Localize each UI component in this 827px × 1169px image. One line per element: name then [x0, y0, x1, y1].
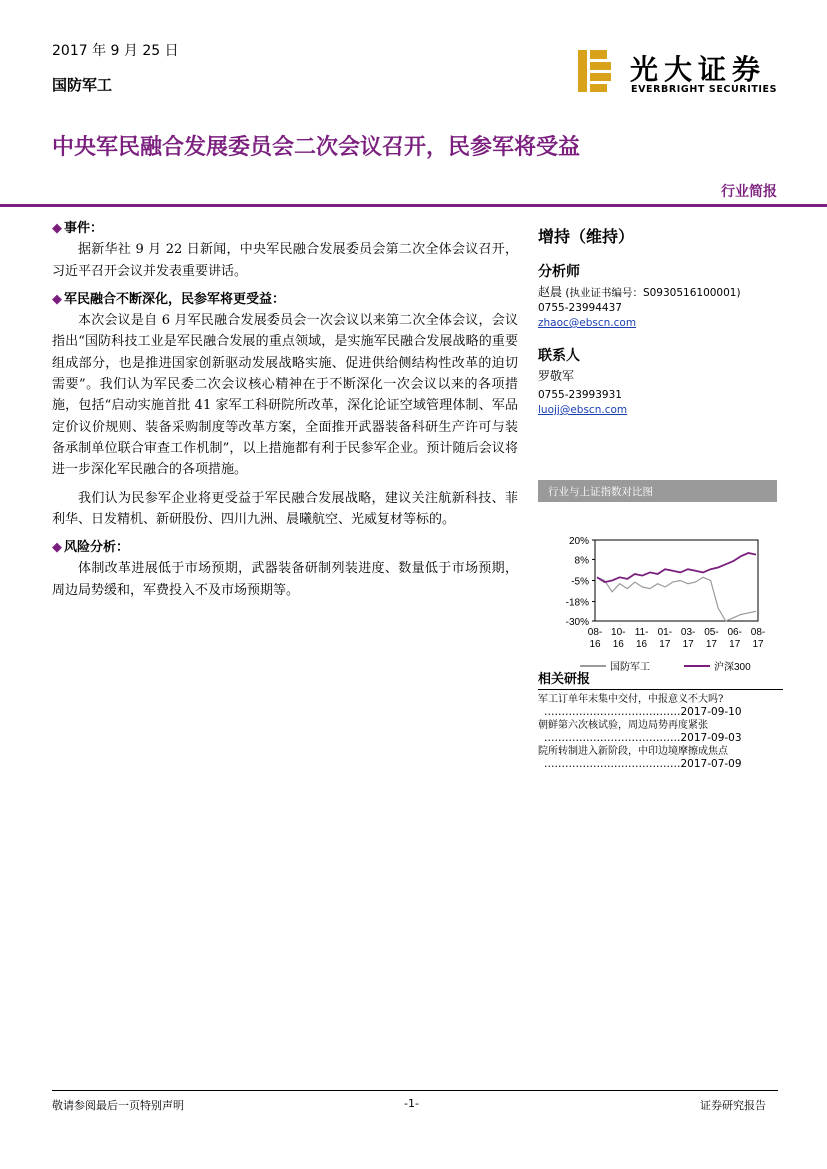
- section-heading-integration: ◆ 军民融合不断深化，民参军将更受益：: [52, 291, 286, 307]
- x-tick-label: 17: [752, 639, 764, 650]
- related-heading: 相关研报: [538, 668, 783, 690]
- analyst-cert: (执业证书编号：S0930516100001): [565, 287, 741, 299]
- chart-frame: [595, 540, 758, 621]
- related-report-date: …………………………………2017-09-10: [544, 706, 742, 718]
- legend-label: 国防军工: [610, 662, 650, 673]
- x-tick-label: 17: [659, 639, 671, 650]
- x-tick-label: 03-: [680, 627, 696, 638]
- x-tick-label: 10-: [611, 627, 626, 638]
- related-report-link[interactable]: 朝鲜第六次核试验，周边局势再度紧张: [538, 720, 708, 731]
- related-report-link[interactable]: 军工订单年末集中交付，中报意义不大吗?: [538, 694, 724, 705]
- paragraph: 我们认为民参军企业将更受益于军民融合发展战略，建议关注航新科技、菲利华、日发精机、新研股份、四川九洲、晨曦航空、光威复材等标的。: [52, 490, 518, 527]
- x-tick-label: 16: [636, 639, 648, 650]
- diamond-bullet-icon: ◆: [52, 221, 62, 236]
- x-tick-label: 16: [612, 639, 624, 650]
- x-tick-label: 01-: [657, 627, 673, 638]
- page-number: -1-: [404, 1097, 419, 1110]
- contact-email-link[interactable]: luojj@ebscn.com: [538, 404, 628, 416]
- report-type: 行业简报: [721, 184, 777, 200]
- x-tick-label: 06-: [727, 627, 742, 638]
- x-tick-label: 17: [729, 639, 741, 650]
- x-tick-label: 05-: [704, 627, 719, 638]
- analyst-name: 赵晨: [538, 285, 563, 299]
- x-tick-label: 11-: [634, 627, 649, 638]
- series-line: [597, 577, 756, 621]
- diamond-bullet-icon: ◆: [52, 291, 62, 307]
- rating: 增持（维持）: [538, 227, 635, 246]
- comparison-chart: [538, 480, 777, 678]
- analyst-heading: 分析师: [538, 264, 580, 280]
- y-tick-label: -30%: [565, 617, 589, 628]
- contact-heading: 联系人: [538, 348, 580, 364]
- sidebar: [538, 224, 778, 418]
- paragraph: 本次会议是自 6 月军民融合发展委员会一次会议以来第二次全体会议，会议指出“国防科技工业是军民融合发展的重点领域，是实施军民融合发展战略的重要组成部分，也是推进国家创新驱动发展战略实施、促进供给侧结构性改革的迫切需要”。我们认为军民委二次会议核心精神在于不断深化一次会议以来的各项措施，包括“启动实施首批 41 家军工科研院所改革，深化论证空域管理体制、军品定价议价规则、装备采购制度等改革方案，全面推开武器装备科研生产许可与装备承制单位联合审查工作机制”，以上措施都有利于民参军企业。预计随后会议将进一步深化军民融合的各项措施。: [52, 313, 518, 478]
- x-tick-label: 17: [682, 639, 694, 650]
- sector-label: 国防军工: [52, 76, 113, 94]
- x-tick-label: 17: [705, 639, 717, 650]
- paragraph: 据新华社 9 月 22 日新闻，中央军民融合发展委员会第二次全体会议召开，习近平召开会议并发表重要讲话。: [52, 242, 518, 279]
- contact-name: 罗敬军: [538, 369, 575, 383]
- paragraph: 体制改革进展低于市场预期，武器装备研制列装进度、数量低于市场预期，周边局势缓和，军费投入不及市场预期等。: [52, 561, 518, 598]
- analyst-phone: 0755-23994437: [538, 302, 622, 314]
- x-tick-label: 08-: [750, 627, 766, 638]
- logo-mark-icon: [578, 50, 612, 92]
- header-divider: [0, 204, 827, 207]
- chart-title: 行业与上证指数对比图: [538, 480, 777, 502]
- main-content: [52, 218, 518, 608]
- related-report-link[interactable]: 院所转制进入新阶段，中印边境摩擦成焦点: [538, 746, 728, 757]
- company-logo: [578, 48, 778, 96]
- related-reports: [538, 668, 783, 771]
- related-report-date: …………………………………2017-09-03: [544, 732, 742, 744]
- analyst-info: [538, 285, 778, 301]
- legend-label: 沪深300: [714, 662, 751, 673]
- y-tick-label: -5%: [571, 576, 589, 588]
- contact-phone: 0755-23993931: [538, 389, 622, 401]
- logo-text-cn: 光大证券: [630, 53, 767, 86]
- page-title: 中央军民融合发展委员会二次会议召开，民参军将受益: [52, 135, 581, 160]
- footer-divider: [52, 1090, 778, 1091]
- chart-plot: [538, 502, 777, 674]
- report-date: 2017 年 9 月 25 日: [52, 43, 179, 59]
- footer-disclaimer: 敬请参阅最后一页特别声明: [52, 1099, 184, 1112]
- x-tick-label: 16: [589, 639, 601, 650]
- footer-report-label: 证券研究报告: [700, 1099, 766, 1112]
- analyst-email-link[interactable]: zhaoc@ebscn.com: [538, 317, 637, 329]
- series-line: [597, 553, 756, 582]
- y-tick-label: 20%: [568, 536, 589, 547]
- x-tick-label: 08-: [587, 627, 603, 638]
- logo-text-en: EVERBRIGHT SECURITIES: [631, 84, 778, 95]
- y-tick-label: -18%: [565, 597, 589, 609]
- diamond-bullet-icon: ◆: [52, 540, 62, 556]
- section-heading-risk: ◆ 风险分析：: [52, 540, 130, 556]
- related-report-date: …………………………………2017-07-09: [544, 758, 742, 770]
- y-tick-label: 8%: [574, 555, 589, 567]
- section-heading-event: ◆ 事件：: [52, 221, 104, 236]
